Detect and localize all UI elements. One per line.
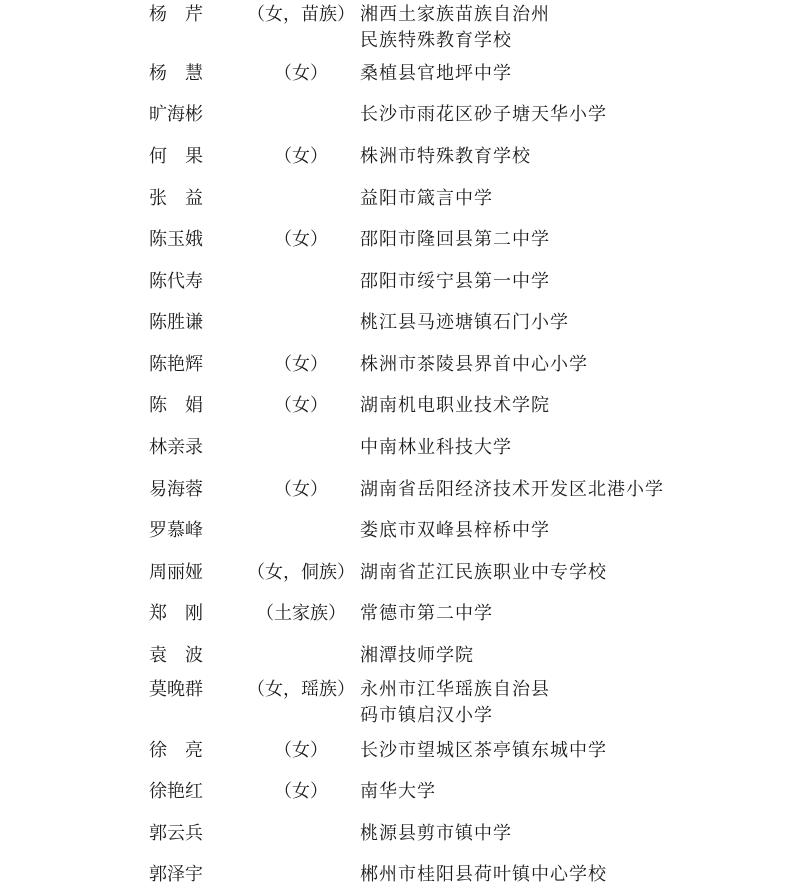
person-note: （女） xyxy=(274,63,328,84)
organization xyxy=(360,393,780,419)
person-note: （女） xyxy=(274,479,328,500)
organization-line: 长沙市望城区茶亭镇东城中学 xyxy=(360,740,607,761)
person-name: 徐艳红 xyxy=(149,781,203,802)
organization-line: 南华大学 xyxy=(360,781,436,802)
organization-line: 中南林业科技大学 xyxy=(360,437,512,458)
organization-line: 常德市第二中学 xyxy=(360,603,493,624)
organization xyxy=(360,477,780,503)
organization xyxy=(360,435,780,461)
person-name: 陈代寿 xyxy=(149,271,203,292)
organization-line: 株洲市特殊教育学校 xyxy=(360,146,531,167)
person-name: 杨 慧 xyxy=(149,63,203,84)
organization xyxy=(360,310,780,336)
person-note: （女） xyxy=(274,740,328,761)
person-name: 陈 娟 xyxy=(149,395,203,416)
person-name: 陈艳辉 xyxy=(149,354,203,375)
organization xyxy=(360,560,780,586)
person-note: （女，苗族） xyxy=(247,4,355,25)
organization xyxy=(360,2,780,54)
organization-line: 湖南省芷江民族职业中专学校 xyxy=(360,562,607,583)
organization xyxy=(360,821,780,847)
person-name: 陈玉娥 xyxy=(149,229,203,250)
organization-line: 邵阳市隆回县第二中学 xyxy=(360,229,550,250)
person-note: （女） xyxy=(274,395,328,416)
organization xyxy=(360,269,780,295)
organization xyxy=(360,862,780,888)
person-name: 郭云兵 xyxy=(149,823,203,844)
organization xyxy=(360,779,780,805)
person-name: 罗慕峰 xyxy=(149,520,203,541)
organization-line: 桃源县剪市镇中学 xyxy=(360,823,512,844)
organization-line: 湖南省岳阳经济技术开发区北港小学 xyxy=(360,479,664,500)
organization xyxy=(360,643,780,669)
organization xyxy=(360,518,780,544)
organization-line: 码市镇启汉小学 xyxy=(360,705,493,726)
organization xyxy=(360,352,780,378)
person-note: （女） xyxy=(274,146,328,167)
person-name: 莫晚群 xyxy=(149,679,203,700)
person-name: 周丽娅 xyxy=(149,562,203,583)
organization-line: 湘潭技师学院 xyxy=(360,645,474,666)
organization xyxy=(360,227,780,253)
person-name: 林亲录 xyxy=(149,437,203,458)
organization xyxy=(360,144,780,170)
organization-line: 郴州市桂阳县荷叶镇中心学校 xyxy=(360,864,607,885)
person-name: 何 果 xyxy=(149,146,203,167)
person-note: （土家族） xyxy=(256,603,346,624)
organization xyxy=(360,61,780,87)
person-note: （女） xyxy=(274,229,328,250)
organization-line: 桑植县官地坪中学 xyxy=(360,63,512,84)
person-name: 杨 芹 xyxy=(149,4,203,25)
person-name: 旷海彬 xyxy=(149,104,203,125)
organization-line: 湖南机电职业技术学院 xyxy=(360,395,550,416)
organization-line: 益阳市箴言中学 xyxy=(360,188,493,209)
organization xyxy=(360,102,780,128)
organization xyxy=(360,186,780,212)
organization-line: 湘西土家族苗族自治州 xyxy=(360,4,550,25)
person-name: 陈胜谦 xyxy=(149,312,203,333)
person-name: 徐 亮 xyxy=(149,740,203,761)
organization xyxy=(360,738,780,764)
organization-line: 长沙市雨花区砂子塘天华小学 xyxy=(360,104,607,125)
person-note: （女） xyxy=(274,354,328,375)
organization-line: 永州市江华瑶族自治县 xyxy=(360,679,550,700)
organization-line: 株洲市茶陵县界首中心小学 xyxy=(360,354,588,375)
person-note: （女） xyxy=(274,781,328,802)
person-name: 易海蓉 xyxy=(149,479,203,500)
organization xyxy=(360,601,780,627)
person-name: 张 益 xyxy=(149,188,203,209)
organization xyxy=(360,677,780,729)
organization-line: 民族特殊教育学校 xyxy=(360,30,512,51)
person-name: 郑 刚 xyxy=(149,603,203,624)
person-name: 郭泽宇 xyxy=(149,864,203,885)
person-note: （女，侗族） xyxy=(247,562,355,583)
person-note: （女，瑶族） xyxy=(247,679,355,700)
organization-line: 娄底市双峰县梓桥中学 xyxy=(360,520,550,541)
organization-line: 邵阳市绥宁县第一中学 xyxy=(360,271,550,292)
person-name: 袁 波 xyxy=(149,645,203,666)
organization-line: 桃江县马迹塘镇石门小学 xyxy=(360,312,569,333)
